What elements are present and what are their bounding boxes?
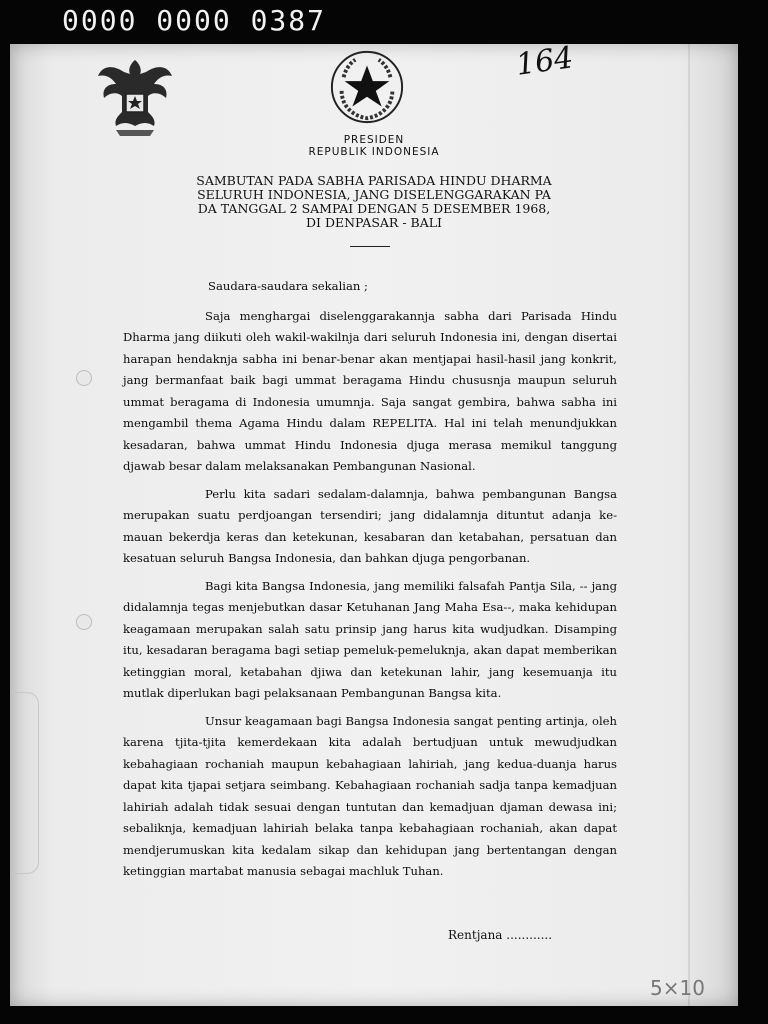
paragraph: Perlu kita sadari sedalam-dalamnja, bahwa pembangunan Bangsa merupakan suatu perdjoangan tersendiri; jang didalamnja dituntut adanja kemauan bekerdja keras dan ketekunan, kesabaran dan ketabahan, persatuan dan kesatuan seluruh Bangsa Indonesia, dan bahkan djuga pengorbanan. [123, 486, 617, 565]
presidential-star-seal-icon [328, 48, 406, 126]
binder-hole [76, 370, 92, 386]
binder-hole [76, 614, 92, 630]
corner-mark: 5×10 [650, 976, 705, 1000]
letterhead-country: REPUBLIK INDONESIA [308, 146, 440, 158]
letterhead [10, 134, 738, 158]
salutation: Saudara-saudara sekalian ; [208, 279, 368, 293]
title-line: DI DENPASAR - BALI [306, 215, 442, 230]
title-line: DA TANGGAL 2 SAMPAI DENGAN 5 DESEMBER 1968, [197, 201, 551, 216]
binder-strip [10, 692, 39, 874]
handwritten-page-number: 164 [513, 40, 576, 83]
letterhead-office: PRESIDEN [343, 134, 405, 146]
paragraph: Unsur keagamaan bagi Bangsa Indonesia sangat penting artinja, oleh karena tjita-tjita kemerdekaan kita adalah bertudjuan untuk mewudjudkan kebahagiaan rochaniah maupun kebahagiaan lahiriah, jang kedua-duanja harus dapat kita tjapai setjara seimbang. Kebahagiaan rochaniah sadja tanpa kemadjuan lahiriah adalah tidak sesuai dengan tuntutan dan kemadjuan djaman dewasa ini; sebaliknja, kemadjuan lahiriah belaka tanpa kebahagiaan rochaniah, akan dapat mendjerumuskan kita kedalam sikap dan kehidupan jang bertentangan dengan ketinggian martabat manusia sebagai machluk Tuhan. [123, 713, 617, 878]
title-divider [350, 246, 390, 247]
speech-body [123, 276, 617, 889]
continuation-note: Rentjana ............ [448, 928, 553, 942]
film-frame-number: 0000 0000 0387 [62, 4, 327, 37]
document-page [10, 40, 738, 1006]
document-title [10, 174, 738, 230]
paragraph: Bagi kita Bangsa Indonesia, jang memiliki falsafah Pantja Sila, -- jang didalamnja tegas menjebutkan dasar Ketuhanan Jang Maha Esa--, maka kehidupan keagamaan merupakan salah satu prinsip jang harus kita wudjudkan. Disamping itu, kesadaran beragama bagi setiap pemeluk-pemeluknja, akan dapat memberikan ketinggian moral, ketabahan djiwa dan ketekunan lahir, jang kesemuanja itu mutlak diperlukan bagi pelaksanaan Pembangunan Bangsa kita. [123, 578, 617, 700]
paragraph: Saja menghargai diselenggarakannja sabha dari Parisada Hindu Dharma jang diikuti oleh wakil-wakilnja dari seluruh Indonesia ini, dengan disertai harapan hendaknja sabha ini benar-benar akan mentjapai hasil-hasil jang konkrit, jang bermanfaat baik bagi ummat beragama Hindu chususnja maupun seluruh ummat beragama di Indonesia umumnja. Saja sangat gembira, bahwa sabha ini mengambil thema Agama Hindu dalam REPELITA. Hal ini telah menundjukkan kesadaran, bahwa ummat Hindu Indonesia djuga merasa memikul tanggung djawab besar dalam melaksanakan Pembangunan Nasional. [123, 308, 617, 473]
title-line: SELURUH INDONESIA, JANG DISELENGGARAKAN PA [197, 187, 551, 202]
title-line: SAMBUTAN PADA SABHA PARISADA HINDU DHARMA [196, 173, 552, 188]
garuda-emblem-icon [90, 50, 180, 140]
